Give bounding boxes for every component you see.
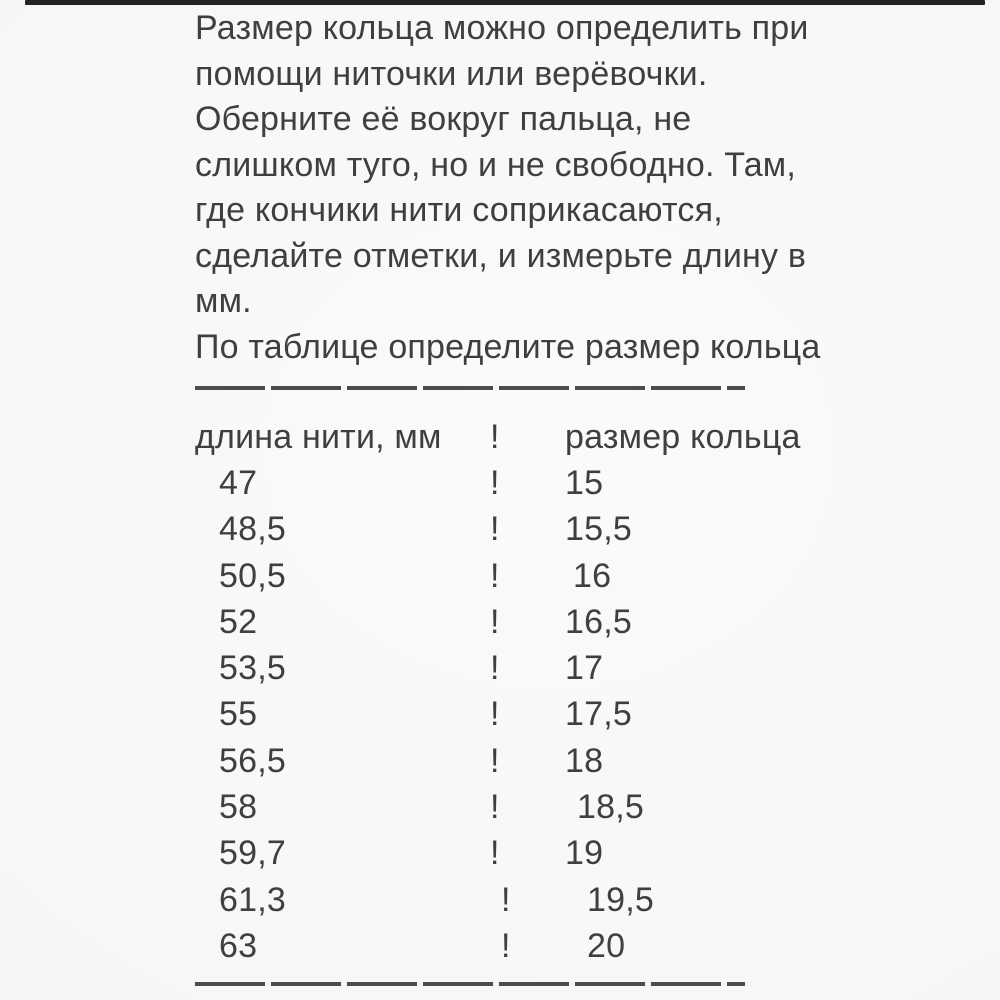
divider-top <box>195 386 745 390</box>
ring-size-value: 19,5 <box>587 880 654 919</box>
instruction-line: помощи ниточки или верёвочки. <box>195 54 708 93</box>
thread-length-value: 48,5 <box>219 510 286 549</box>
ring-size-value: 15 <box>565 463 604 502</box>
thread-length-value: 56,5 <box>219 741 286 780</box>
row-separator: ! <box>490 649 500 688</box>
column-header-ring-size: размер кольца <box>565 417 801 456</box>
instruction-line: По таблице определите размер кольца <box>195 327 821 366</box>
row-separator: ! <box>490 834 500 873</box>
instruction-line: Размер кольца можно определить при <box>195 9 809 47</box>
instruction-line: сделайте отметки, и измерьте длину в <box>195 236 807 275</box>
row-separator: ! <box>490 788 500 827</box>
table-row <box>195 738 955 784</box>
row-separator: ! <box>490 695 500 734</box>
table-row <box>195 507 955 553</box>
ring-size-value: 17 <box>565 649 604 688</box>
row-separator: ! <box>490 602 500 641</box>
row-separator: ! <box>490 463 500 502</box>
table-row <box>195 784 955 830</box>
table-row <box>195 460 955 506</box>
content-area <box>195 6 955 986</box>
ring-size-value: 19 <box>565 834 604 873</box>
row-separator: ! <box>490 741 500 780</box>
thread-length-value: 55 <box>219 695 258 734</box>
instruction-line: где кончики нити соприкасаются, <box>195 191 723 229</box>
ring-size-table <box>195 414 955 970</box>
thread-length-value: 61,3 <box>219 880 286 919</box>
column-header-thread-length: длина нити, мм <box>195 417 442 456</box>
ring-size-value: 17,5 <box>565 695 632 734</box>
column-separator: ! <box>490 417 500 456</box>
table-row <box>195 831 955 877</box>
divider-bottom <box>195 982 745 986</box>
table-header-row <box>195 414 955 460</box>
thread-length-value: 63 <box>219 926 258 965</box>
table-row <box>195 645 955 691</box>
instruction-line: мм. <box>195 282 252 320</box>
thread-length-value: 59,7 <box>219 834 286 873</box>
row-separator: ! <box>490 510 500 549</box>
ring-size-value: 16,5 <box>565 602 632 641</box>
table-row <box>195 599 955 645</box>
table-row <box>195 923 955 969</box>
thread-length-value: 53,5 <box>219 649 286 688</box>
thread-length-value: 47 <box>219 463 258 502</box>
thread-length-value: 50,5 <box>219 556 286 595</box>
ring-size-value: 20 <box>587 926 626 965</box>
table-row <box>195 877 955 923</box>
table-row <box>195 692 955 738</box>
table-row <box>195 553 955 599</box>
instruction-line: слишком туго, но и не свободно. Там, <box>195 145 797 184</box>
row-separator: ! <box>490 556 500 595</box>
ring-size-value: 15,5 <box>565 510 632 549</box>
thread-length-value: 52 <box>219 602 258 641</box>
row-separator: ! <box>501 926 511 965</box>
ring-size-value: 18 <box>565 741 604 780</box>
thread-length-value: 58 <box>219 788 258 827</box>
row-separator: ! <box>501 880 511 919</box>
ring-size-value: 18,5 <box>577 788 644 827</box>
top-edge-bar <box>25 0 985 5</box>
instruction-line: Оберните её вокруг пальца, не <box>195 100 692 138</box>
ring-size-value: 16 <box>573 556 612 595</box>
